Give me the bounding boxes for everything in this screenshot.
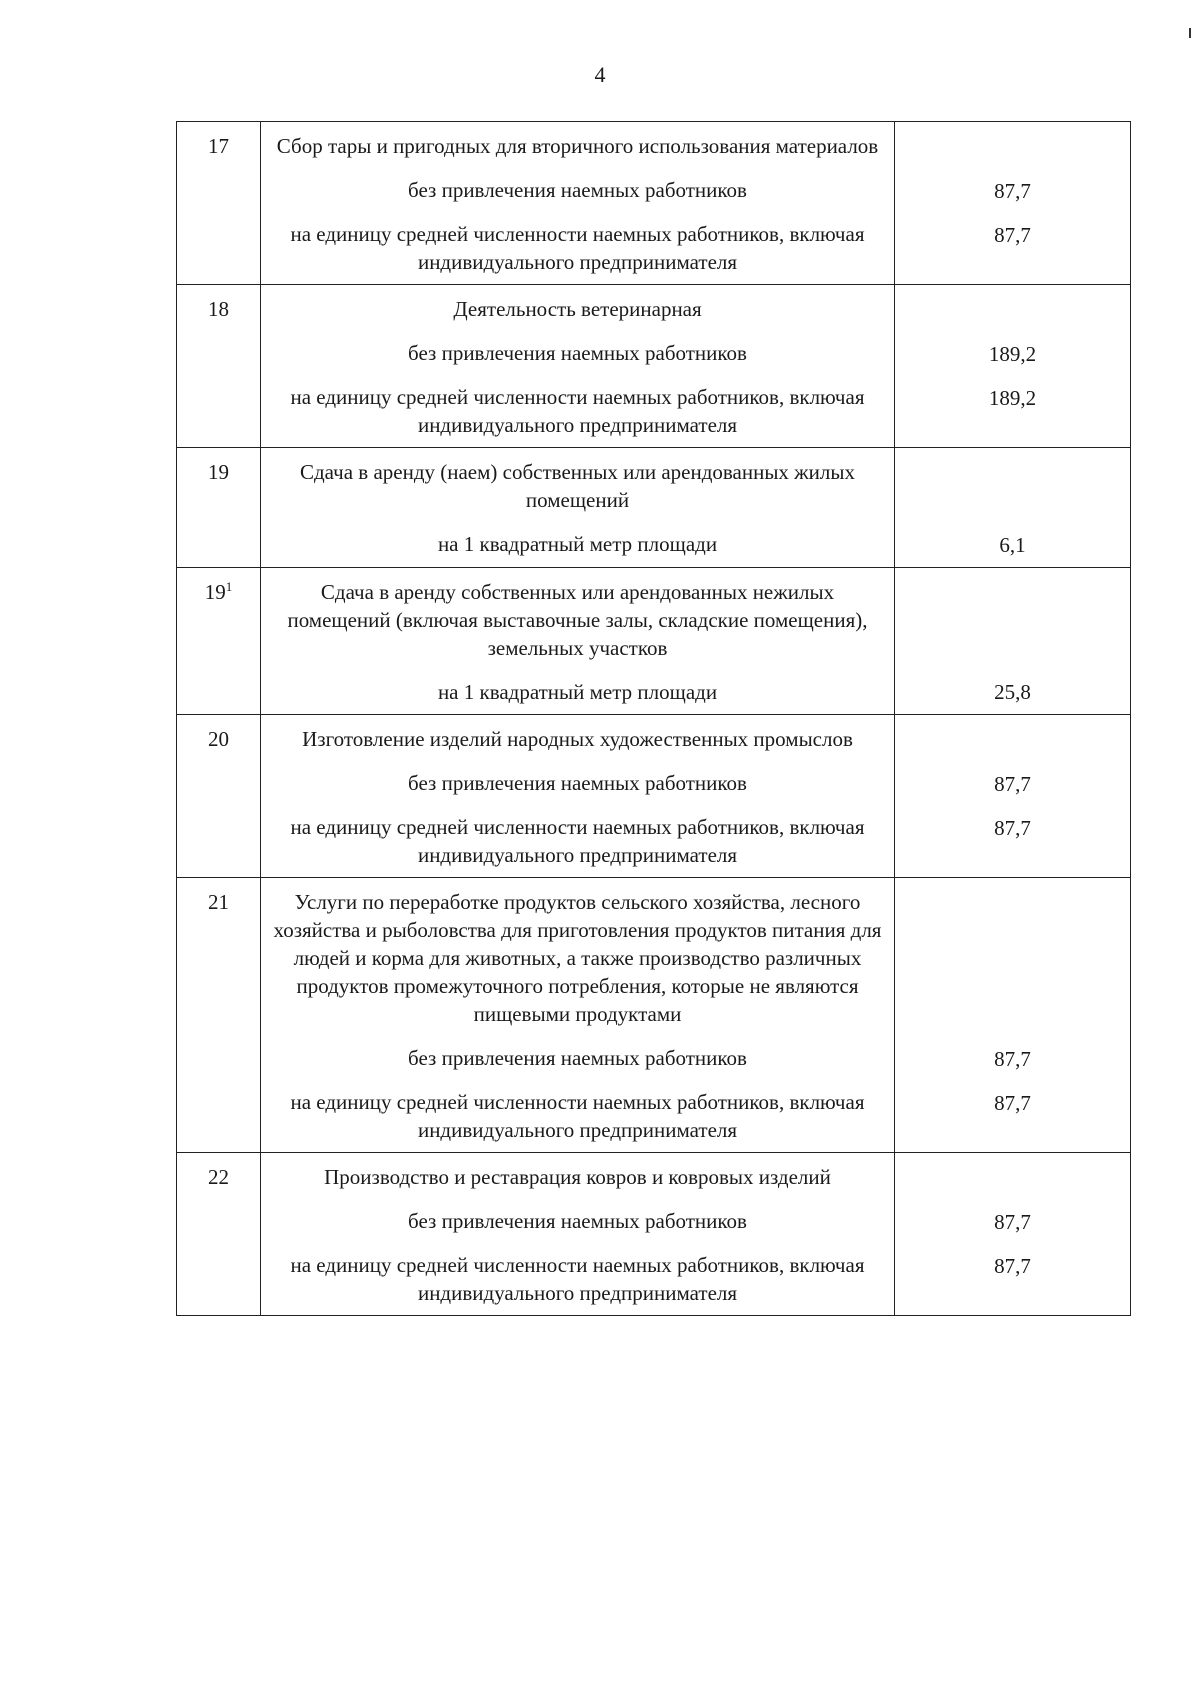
criterion-label: на 1 квадратный метр площади — [437, 679, 718, 704]
rate-values — [895, 715, 1131, 878]
rate-value: 87,7 — [994, 1046, 1031, 1071]
activity-title: Изготовление изделий народных художественных промыслов — [302, 727, 853, 751]
activity-description — [261, 448, 895, 568]
rate-value: 87,7 — [994, 178, 1031, 203]
criterion-label: без привлечения наемных работников — [408, 341, 747, 365]
rate-value: 25,8 — [994, 680, 1031, 704]
criterion-label: без привлечения наемных работников — [408, 1046, 747, 1070]
rate-values — [895, 878, 1131, 1153]
criterion-label: на 1 квадратный метр площади — [437, 532, 718, 556]
table-row — [177, 878, 1131, 1153]
criterion-label: без привлечения наемных работников — [408, 771, 747, 795]
rate-value: 87,7 — [994, 815, 1031, 840]
row-number — [177, 878, 261, 1153]
activity-title: Услуги по переработке продуктов сельского хозяйства, лесного хозяйства и рыболовства для приготовления продуктов питания для людей и корма для животных, а также производство различных продуктов промежуточного потребления, которые не являются пищевыми продуктами — [273, 890, 882, 1026]
rate-value: 189,2 — [988, 341, 1037, 366]
criterion-label: на единицу средней численности наемных работников, включая индивидуального предпринимателя — [290, 815, 865, 867]
rate-value: 87,7 — [994, 1090, 1031, 1115]
activity-title: Сдача в аренду (наем) собственных или арендованных жилых помещений — [299, 460, 856, 512]
criterion-label: на единицу средней численности наемных работников, включая индивидуального предпринимателя — [290, 1253, 865, 1305]
table-row — [177, 448, 1131, 568]
rate-values — [895, 285, 1131, 448]
activity-description — [261, 878, 895, 1153]
row-number-text: 21 — [208, 890, 229, 914]
row-number — [177, 567, 261, 715]
criterion-label: без привлечения наемных работников — [408, 1209, 747, 1233]
criterion-label: на единицу средней численности наемных работников, включая индивидуального предпринимателя — [290, 222, 865, 274]
activity-title: Деятельность ветеринарная — [453, 297, 702, 321]
row-number — [177, 1153, 261, 1316]
table-body — [177, 122, 1131, 1316]
activity-description — [261, 567, 895, 715]
row-number — [177, 448, 261, 568]
row-number-text: 19 — [204, 579, 226, 604]
rate-values — [895, 1153, 1131, 1316]
criterion-label: на единицу средней численности наемных работников, включая индивидуального предпринимателя — [290, 1090, 865, 1142]
scan-mark — [1189, 28, 1191, 38]
row-number-text: 19 — [208, 460, 229, 484]
criterion-label: на единицу средней численности наемных работников, включая индивидуального предпринимателя — [290, 385, 865, 437]
activity-rates-table — [176, 121, 1131, 1316]
activity-description — [261, 715, 895, 878]
row-number — [177, 715, 261, 878]
row-number — [177, 285, 261, 448]
rate-values — [895, 122, 1131, 285]
rate-value: 87,7 — [994, 1253, 1031, 1278]
table-row — [177, 715, 1131, 878]
activity-description — [261, 285, 895, 448]
rate-value: 87,7 — [994, 1209, 1031, 1234]
rate-value: 189,2 — [988, 385, 1037, 410]
row-number-text: 22 — [208, 1165, 229, 1189]
row-number-text: 20 — [208, 727, 229, 751]
activity-description — [261, 122, 895, 285]
activity-title: Производство и реставрация ковров и ковровых изделий — [324, 1165, 831, 1189]
rate-values — [895, 567, 1131, 715]
rate-value: 6,1 — [999, 532, 1026, 557]
criterion-label: без привлечения наемных работников — [408, 178, 747, 202]
table-row — [177, 122, 1131, 285]
table-row — [177, 567, 1131, 715]
activity-description — [261, 1153, 895, 1316]
table-row — [177, 1153, 1131, 1316]
row-number-text: 18 — [208, 297, 229, 321]
row-number-superscript: 1 — [225, 578, 233, 594]
page-number: 4 — [594, 62, 606, 87]
rate-value: 87,7 — [994, 771, 1031, 796]
row-number-text: 17 — [208, 134, 229, 158]
activity-title: Сбор тары и пригодных для вторичного использования материалов — [276, 134, 879, 158]
activity-title: Сдача в аренду собственных или арендованных нежилых помещений (включая выставочные залы, складские помещения), земельных участков — [287, 579, 868, 660]
table-row — [177, 285, 1131, 448]
rate-values — [895, 448, 1131, 568]
rate-value: 87,7 — [994, 222, 1031, 247]
row-number — [177, 122, 261, 285]
